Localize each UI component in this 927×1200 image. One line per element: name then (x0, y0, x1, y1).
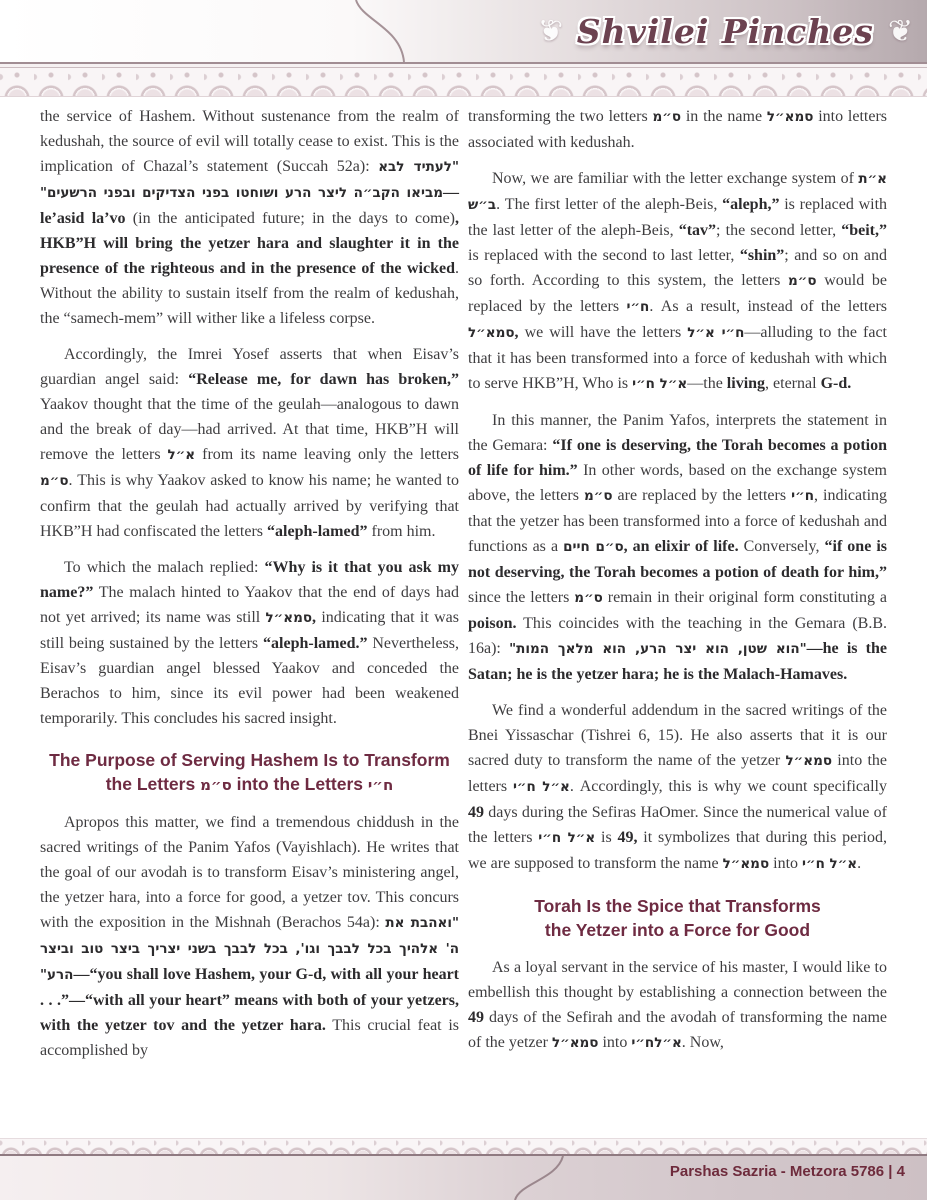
text-run: into letters associated with kedushah. (468, 108, 888, 151)
hebrew-text: א״ל (167, 447, 196, 463)
text-run: —he is the Satan; he is the yetzer hara; he is the Malach-Hamaves. (468, 640, 887, 683)
text-run: In this manner, the Panim Yafos, interprets the statement in the Gemara: (468, 412, 887, 454)
text-run: are replaced by the letters (612, 487, 792, 504)
text-run: indicating that it was still being sustained by the letters (40, 609, 460, 652)
text-run: We find a wonderful addendum in the sacred writings of the Bnei Yissaschar (Tishrei 6, 15). He also asserts that it is our sacred duty to transform the name of the yetzer (468, 702, 887, 769)
text-run: since the letters (468, 589, 575, 606)
text-run: is (595, 829, 618, 846)
text-run: , HKB”H will bring the yetzer hara and slaughter it in the presence of the righteous and in the presence of the wicked (40, 210, 459, 277)
text-run: This crucial feat is accomplished by (40, 1017, 459, 1059)
text-run: into the Letters (231, 774, 368, 794)
text-run: ; the second letter, (716, 222, 842, 239)
text-run: . This is why Yaakov asked to know his name; he wanted to confirm that the geulah had actually arrived by verifying that HKB”H had confiscated the letters (40, 472, 459, 540)
hebrew-text: ח״י (626, 299, 650, 315)
text-run: it symbolizes that during this period, we are supposed to transform the name (468, 829, 888, 872)
hebrew-text: "לעתיד לבא מביאו הקב״ה ליצר הרע ושוחטו בפני הצדיקים ובפני הרשעים" (40, 159, 459, 201)
hebrew-text: ס״מ (200, 776, 232, 794)
hebrew-text: ח״י א״ל (687, 325, 745, 341)
paragraph (468, 166, 887, 397)
hebrew-text: סמא״ל (551, 1035, 599, 1051)
text-run: —le’asid la’vo (40, 184, 459, 227)
text-run: Now, we are familiar with the letter exchange system of (492, 170, 859, 187)
text-run: the Yetzer into a Force for Good (544, 920, 811, 940)
text-run: is replaced with the last letter of the aleph-Beis, (468, 196, 888, 239)
text-run: Apropos this matter, we find a tremendous chiddush in the sacred writings of the Panim Yafos (Vayishlach). He writes that the goal of our avodah is to transform Eisav’s ministering angel, the yetzer hara, into a force for good, a yetzer tov. This concurs with the exposition in the Mishnah (Berachos 54a): (40, 814, 459, 931)
paragraph (468, 408, 887, 687)
text-run: The malach hinted to Yaakov that the end of days had not yet arrived; its name was still (40, 584, 459, 626)
hebrew-text: סמא״ל (785, 753, 833, 769)
paragraph (468, 955, 887, 1056)
text-run: in the name (681, 108, 767, 125)
text-run: transforming the two letters (468, 108, 653, 125)
text-run: . Now, (681, 1034, 724, 1051)
text-run: 49 (468, 804, 484, 821)
hebrew-text: א״לח״י (631, 1035, 682, 1051)
text-run: “Release me, for dawn has broken,” (188, 371, 460, 388)
text-run: would be replaced by the letters (468, 272, 887, 315)
hebrew-text: סמא״ל (722, 856, 770, 872)
text-run: from him. (367, 523, 436, 540)
hebrew-text: סמא״ל (766, 109, 814, 125)
text-run: “aleph,” (722, 196, 780, 213)
section-heading (472, 894, 883, 942)
text-run: into the letters (468, 752, 887, 795)
text-run: Yaakov thought that the time of the geulah—analogous to dawn and the break of day—had arrived. At that time, HKB”H will remove the letters (40, 396, 459, 463)
text-run: from its name leaving only the letters (195, 446, 460, 463)
hebrew-text: א״ל ח״י (632, 376, 688, 392)
text-run: into (769, 855, 803, 872)
text-run: “Why is it that you ask my name?” (40, 559, 460, 601)
text-run: Conversely, (738, 538, 825, 555)
text-run: “aleph-lamed.” (263, 635, 368, 652)
hebrew-text: א״ת ב״ש (468, 171, 887, 213)
text-run: days during the Sefiras HaOmer. Since the numerical value of the letters (468, 804, 887, 846)
text-run: into (598, 1034, 632, 1051)
text-run: —“you shall love Hashem, your G-d, with all your heart . . .”—“with all your heart” means with both of your yetzers, with the yetzer tov and the yetzer hara. (40, 966, 459, 1034)
text-run: (in the anticipated future; in the days to come) (132, 210, 455, 227)
hebrew-text: א״ל ח״י (512, 779, 570, 795)
hebrew-text: א״ל ח״י (802, 856, 858, 872)
text-run: To which the malach replied: (64, 559, 265, 576)
text-run: , an elixir of life. (623, 538, 739, 555)
text-run: we will have the letters (518, 324, 688, 341)
text-run: days of the Sefirah and the avodah of transforming the name of the yetzer (468, 1009, 887, 1051)
text-run: “shin” (739, 247, 785, 264)
text-run: , indicating that the yetzer has been transformed into a force of kedushah and functions as a (468, 487, 888, 555)
text-run: —alluding to the fact that it has been transformed into a force of kedushah with which to serve HKB”H, Who is (468, 324, 887, 392)
text-run: “If one is deserving, the Torah becomes a potion of life for him.” (468, 437, 887, 479)
text-run: The Purpose of Serving Hashem Is to Transform (49, 750, 450, 770)
masthead (538, 4, 913, 58)
paragraph (40, 810, 459, 1063)
text-run: , (514, 324, 519, 341)
paragraph (468, 104, 887, 155)
text-run: remain in their original form constituting a (602, 589, 888, 606)
hebrew-text: סמא״ל (265, 610, 313, 626)
text-run: “beit,” (841, 222, 887, 239)
floral-ornament-icon: ❦ (887, 13, 913, 49)
hebrew-text: ס״מ (40, 473, 69, 489)
text-run: Nevertheless, Eisav’s guardian angel blessed Yaakov and conceded the Berachos to him, since its evil power had been weakened temporarily. This concludes his sacred insight. (40, 635, 459, 727)
hebrew-text: ס״מ (583, 488, 613, 504)
footer-page-info: Parshas Sazria - Metzora 5786 | 4 (669, 1163, 905, 1180)
lace-border-top (0, 68, 927, 97)
hebrew-text: ס״מ (788, 273, 817, 289)
text-run: , eternal (765, 375, 821, 392)
text-run: is replaced with the second to last letter, (468, 247, 740, 264)
text-run: This coincides with the teaching in the Gemara (B.B. 16a): (468, 615, 887, 657)
text-run: . (857, 855, 862, 872)
paragraph (40, 555, 459, 731)
text-run: . As a result, instead of the letters (649, 298, 887, 315)
hebrew-text: סמא״ל (468, 325, 515, 341)
text-run: —the (687, 375, 727, 392)
hebrew-text: א״ל ח״י (538, 830, 596, 846)
text-run: the Letters (105, 774, 201, 794)
text-run: . Without the ability to sustain itself from the realm of kedushah, the “samech-mem” will wither like a lifeless corpse. (40, 260, 459, 327)
text-run: “aleph-lamed” (267, 523, 368, 540)
paragraph (468, 698, 887, 877)
text-run: living (726, 375, 766, 392)
text-run: 49 (468, 1009, 484, 1026)
text-run: “tav” (678, 222, 717, 239)
lace-border-bottom (0, 1138, 927, 1155)
hebrew-text: ס״מ (574, 590, 603, 606)
text-run: poison. (468, 615, 517, 632)
hebrew-text: ח״י (791, 488, 814, 504)
text-run: ; and so on and so forth. According to this system, the letters (468, 247, 887, 289)
text-run: Torah Is the Spice that Transforms (534, 896, 821, 916)
publication-title: Shvilei Pinches (576, 11, 874, 51)
text-run: Accordingly, the Imrei Yosef asserts that when Eisav’s guardian angel said: (40, 346, 459, 388)
text-column-left (40, 104, 459, 1074)
text-run: . The first letter of the aleph-Beis, (496, 196, 723, 213)
hebrew-text: ס״ם חיים (563, 539, 624, 555)
floral-ornament-icon: ❦ (537, 13, 563, 49)
text-run: In other words, based on the exchange system above, the letters (468, 462, 888, 504)
text-run: G-d. (820, 375, 852, 392)
text-run: As a loyal servant in the service of his master, I would like to embellish this thought by establishing a connection between the (468, 959, 887, 1001)
section-heading (44, 748, 455, 797)
hebrew-text: "ואהבת את ה' אלהיך בכל לבבך וגו', בכל לבבך בשני יצריך ביצר טוב וביצר הרע" (40, 915, 459, 983)
text-run: , (312, 609, 317, 626)
text-run: 49, (617, 829, 638, 846)
text-run: . Accordingly, this is why we count specifically (569, 778, 887, 795)
text-run: “if one is not deserving, the Torah becomes a potion of death for him,” (468, 538, 888, 581)
paragraph (40, 342, 459, 544)
text-run: the service of Hashem. Without sustenance from the realm of kedushah, the source of evil will totally cease to exist. This is the implication of Chazal’s statement (Succah 52a): (40, 108, 459, 175)
paragraph (40, 104, 459, 331)
hebrew-text: ח״י (367, 776, 394, 794)
hebrew-text: "הוא שטן, הוא יצר הרע, הוא מלאך המות" (509, 641, 807, 657)
hebrew-text: ס״מ (652, 109, 682, 125)
text-column-right (468, 104, 887, 1067)
